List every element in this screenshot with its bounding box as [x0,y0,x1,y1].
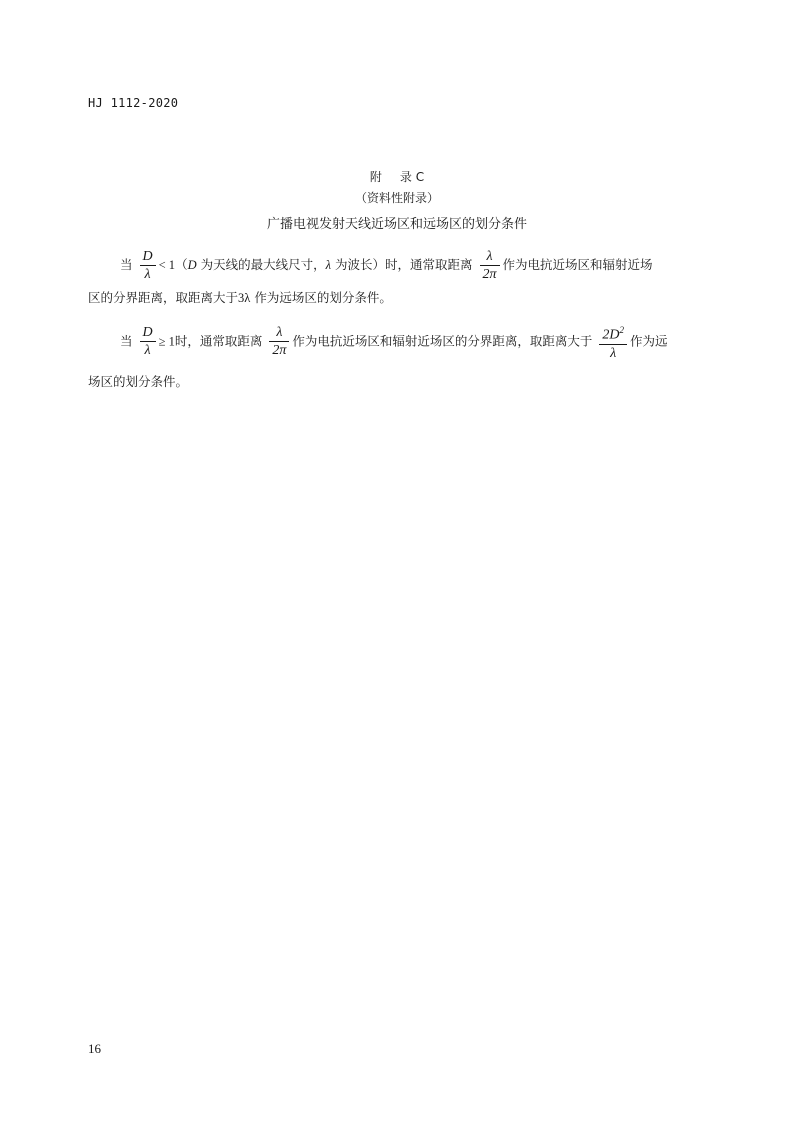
standard-code: HJ 1112-2020 [88,96,179,110]
fraction-denominator: λ [610,345,617,361]
page-number: 16 [88,1041,101,1056]
paragraph-2-line-2: 场区的划分条件。 [88,374,189,389]
para1-line2-a: 区的分界距离，取距离大于 [88,290,239,305]
paragraph-2-line-1 [88,322,752,362]
annex-title-word2: 录 [399,170,412,184]
para2-text-b: 作为电抗近场区和辐射近场区的分界距离，取距离大于 [292,333,593,349]
para2-text-c: 作为远 [630,333,668,349]
para1-lead: 当 [120,257,133,272]
fraction-numerator: D [140,248,156,266]
fraction-lambda-over-2pi [269,324,289,359]
annex-title-word1: 附 [369,170,382,184]
annex-title-letter: C [415,170,425,184]
fraction-lambda-over-2pi [480,248,500,283]
value-3-lambda: 3λ [238,291,251,305]
paragraph-1-line-1 [88,248,752,283]
para1-text-b: 为波长）时，通常取距离 [335,257,473,272]
fraction-numerator: D [140,324,156,342]
fraction-denominator: 2π [272,343,287,359]
annex-subtitle: （资料性附录） [354,191,439,205]
para1-text-c: 作为电抗近场区和辐射近场 [502,257,653,272]
para1-text-a: 为天线的最大线尺寸， [200,257,326,272]
variable-d: D [187,258,197,272]
relation-less-than-one: < 1 [158,258,176,272]
fraction-denominator: λ [144,267,151,282]
para2-lead: 当 [120,333,133,349]
numerator-exponent: 2 [619,325,625,335]
fraction-numerator: λ [480,248,500,266]
fraction-2d-squared-over-lambda [599,322,627,362]
paren-open: （ [175,257,188,272]
para2-text-a: 时，通常取距离 [174,333,263,349]
relation-greater-equal-one: ≥ 1 [158,334,175,349]
paragraph-1-line-2 [88,292,720,305]
annex-heading: 广播电视发射天线近场区和远场区的划分条件 [266,217,527,232]
fraction-numerator: λ [269,324,289,342]
annex-title [0,168,794,185]
numerator-base: 2D [602,327,620,343]
fraction-denominator: λ [144,343,151,359]
fraction-denominator: 2π [482,267,497,282]
variable-lambda: λ [325,258,332,272]
fraction-d-over-lambda [140,324,156,359]
fraction-numerator [599,322,627,345]
para1-line2-b: 作为远场区的划分条件。 [254,290,392,305]
fraction-d-over-lambda [140,248,156,283]
